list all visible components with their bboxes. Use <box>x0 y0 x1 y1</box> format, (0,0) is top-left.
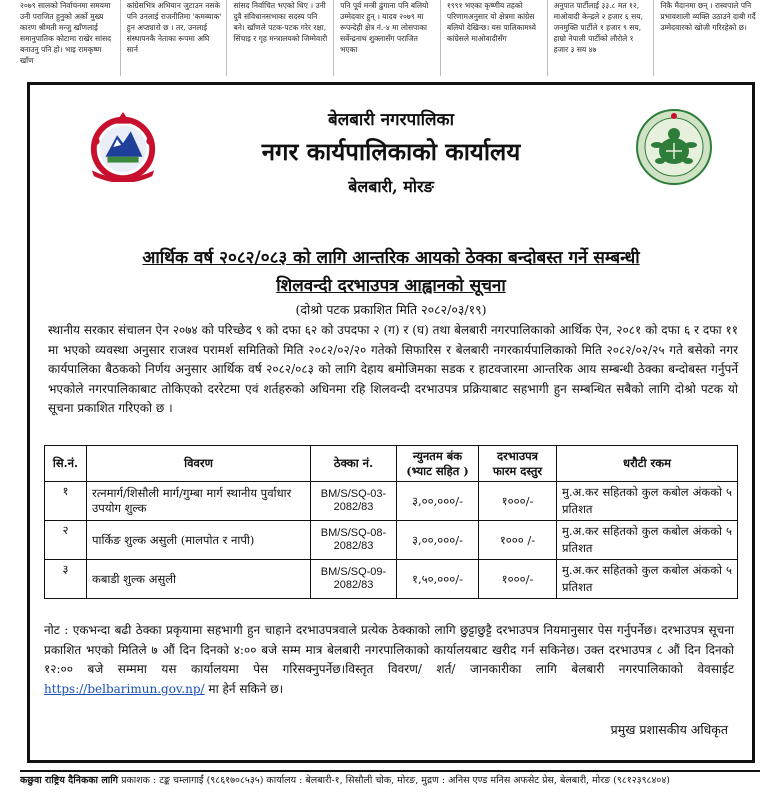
header-code: ठेक्का नं. <box>311 446 397 482</box>
notice-body: स्थानीय सरकार संचालन ऐन २०७४ को परिच्छेद ९ को दफा ६२ को उपदफा २ (ग) र (घ) तथा बेलबारी नगरपालिकाको आर्थिक ऐन, २०८१ को दफा ६ र दफा ११ मा भएको व्यवस्था अनुसार राजश्व परामर्श समितिको मिति २०८२/०२/२० गतेको सिफारिस र बेलबारी नगरकार्यपालिकाको मिति २०८२/०२/२५ गते बसेको नगर कार्यपालिका बैठकको निर्णय अनुसार आर्थिक वर्ष २०८२/०८३ को लागि देहाय बमोजिमका सडक र हाटवजारमा आन्तरिक आय सम्बन्धी ठेक्का बन्दोबस्त गर्नुपर्ने भएकोले नगरपालिकाबाट तोकिएको दररेटमा एवं शर्तहरुको अधिनमा रहि शिलवन्दी दरभाउपत्र प्रक्रियाबाट सहभागी हुन सम्बन्धित सबैको लागि दोश्रो पटक यो सूचना प्रकाशित गरिएको छ । <box>48 323 738 415</box>
header-min-bid: न्युनतम बंक (भ्याट सहित ) <box>397 446 479 482</box>
row-min-bid: १,५०,०००/- <box>397 560 479 599</box>
news-column: १९९१ भएका कृष्णीय तहको परिणामअनुसार यो क्षेत्रमा कांग्रेस बलियो देखिन्छ। यस पालिकामध्ये कांग्रेसले माओवादीसँग <box>447 0 548 76</box>
notice-title-line2: शिलवन्दी दरभाउपत्र आह्वानको सूचना <box>276 276 506 296</box>
table-row <box>45 521 738 560</box>
news-column: पनि पूर्व मन्त्री ढुंगाना पनि बलियो उम्मेदवार हुन् । यादव २०७९ मा रूपन्देही क्षेत्र नं.-४ मा लोसपाका सर्वेन्द्रनाथ शुक्लासँग पराजित भएका <box>340 0 441 76</box>
row-min-bid: ३,००,०००/- <box>397 521 479 560</box>
table-row <box>45 482 738 521</box>
news-column: निकै मैदानमा छन् । रास्वपाले पनि प्रभावशाली व्यक्ति उठाउने दाबी गर्दै उम्मेदवारको खोजी गरिरहेको छ। <box>660 1 756 32</box>
row-code: BM/S/SQ-09-2082/83 <box>311 560 397 599</box>
office-location: बेलबारी, मोरङ <box>348 177 434 196</box>
tender-notice <box>27 82 755 763</box>
newspaper-strip <box>20 0 760 76</box>
row-code: BM/S/SQ-03-2082/83 <box>311 482 397 521</box>
header-form-fee: दरभाउपत्र फारम दस्तुर <box>479 446 557 482</box>
note-text: नोट : एकभन्दा बढी ठेक्का प्रकृयामा सहभागी हुन चाहाने दरभाउपत्रवाले प्रत्येक ठेक्काको लागि छुट्टाछुट्टै दरभाउपत्र नियमानुसार पेस गर्नुपर्नेछ। दरभाउपत्र सूचना प्रकाशित भएको मितिले ७ औं दिन दिनको ४:०० बजे सम्म मात्र बेलबारी नगरपालिकाको कार्यालयबाट खरीद गर्न सकिनेछ। उक्त दरभाउपत्र ८ औं दिन दिनको १२:०० बजे सम्ममा यस कार्यालयमा पेस गरिसक्नुपर्नेछ।विस्तृत विवरण/ शर्त/ जानकारीका लागि बेलबारी नगरपालिकाको वेवसाईट <box>44 623 734 676</box>
row-min-bid: ३,००,०००/- <box>397 482 479 521</box>
news-column: २०७९ सालको निर्वाचनमा समयमा उनी पराजित हुनुको अर्को मुख्य कारण श्रीमती मन्जु खाँणलाई समानुपातिक कोटामा राखेर सांसद बनाउनु पनि हो। भाइ रामकृष्ण खाँण <box>20 0 121 76</box>
header-deposit: धरौटी रकम <box>557 446 738 482</box>
signature: प्रमुख प्रशासकीय अधिकृत <box>610 722 728 737</box>
news-column: सांसद निर्वाचित भएको थिए । उनी दुवै संविधानसभाका सदस्य पनि बने। खाँणले पटक-पटक गरेर रक्षा, सिंचाइ र गृह मन्त्रालयको जिम्मेवारी <box>233 0 334 76</box>
row-description: पार्किङ शुल्क असुली (मालपोत र नापी) <box>87 521 311 560</box>
news-column: अनुपात पार्टीलाई ३३.८ मत १२, माओवादी केन्द्रले २ हजार ६ सय, जनमुक्ति पार्टीले १ हजार ९ सय, हाम्रो नेपाली पार्टीको लौरोले १ हजार ३ सय ४७ <box>554 0 655 76</box>
row-form-fee: १०००/- <box>479 482 557 521</box>
municipality-name: बेलबारी नगरपालिका <box>327 110 455 130</box>
footer-details: प्रकाशक : टङ्क चम्लागाईं (९८६१७०८५३५) कार्यालय : बेलबारी-१, सिसौली चोक, मोरङ, मुद्रण : अनिस एण्ड मनिस अफसेट प्रेस, बेलबारी, मोरङ (९८१२३९८४०४) <box>121 775 670 786</box>
row-description: रत्नमार्ग/शिसौली मार्ग/गुम्बा मार्ग स्थानीय पुर्वाधार उपयोग शुल्क <box>87 482 311 521</box>
row-deposit: मु.अ.कर सहितको कुल कबोल अंकको ५ प्रतिशत <box>557 521 738 560</box>
footer-lead: कछुवा राष्ट्रिय दैनिकका लागि <box>20 775 119 786</box>
footer-divider <box>20 770 760 772</box>
header-description: विवरण <box>87 446 311 482</box>
notice-title-line1: आर्थिक वर्ष २०८२/०८३ को लागि आन्तरिक आयको ठेक्का बन्दोबस्त गर्ने सम्बन्धी <box>142 248 640 268</box>
row-sn: २ <box>45 521 87 560</box>
website-link[interactable]: https://belbarimun.gov.np/ <box>44 681 205 696</box>
row-form-fee: १००० /- <box>479 521 557 560</box>
table-header-row <box>45 446 738 482</box>
newspaper-footer <box>20 774 760 788</box>
row-sn: १ <box>45 482 87 521</box>
row-deposit: मु.अ.कर सहितको कुल कबोल अंकको ५ प्रतिशत <box>557 482 738 521</box>
row-deposit: मु.अ.कर सहितको कुल कबोल अंकको ५ प्रतिशत <box>557 560 738 599</box>
news-column: कांग्रेसभित्र अभियान जुटाउन नसके पनि उनलाई राजनीतिमा 'कमब्याक' हुन अप्ठ्यारो छ । तर, उनलाई संस्थापनकै नेताका रूपमा अघि सार्न <box>127 0 228 76</box>
header-sn: सि.नं. <box>45 446 87 482</box>
note-text-end: मा हेर्न सकिने छ। <box>208 681 284 696</box>
row-code: BM/S/SQ-08-2082/83 <box>311 521 397 560</box>
office-name: नगर कार्यपालिकाको कार्यालय <box>261 137 521 166</box>
row-sn: ३ <box>45 560 87 599</box>
row-form-fee: १०००/- <box>479 560 557 599</box>
row-description: कबाडी शुल्क असुली <box>87 560 311 599</box>
publication-date: (दोश्रो पटक प्रकाशित मिति २०८२/०३/१९) <box>295 302 487 317</box>
notice-note <box>44 621 734 699</box>
tender-table <box>44 445 738 599</box>
table-row <box>45 560 738 599</box>
